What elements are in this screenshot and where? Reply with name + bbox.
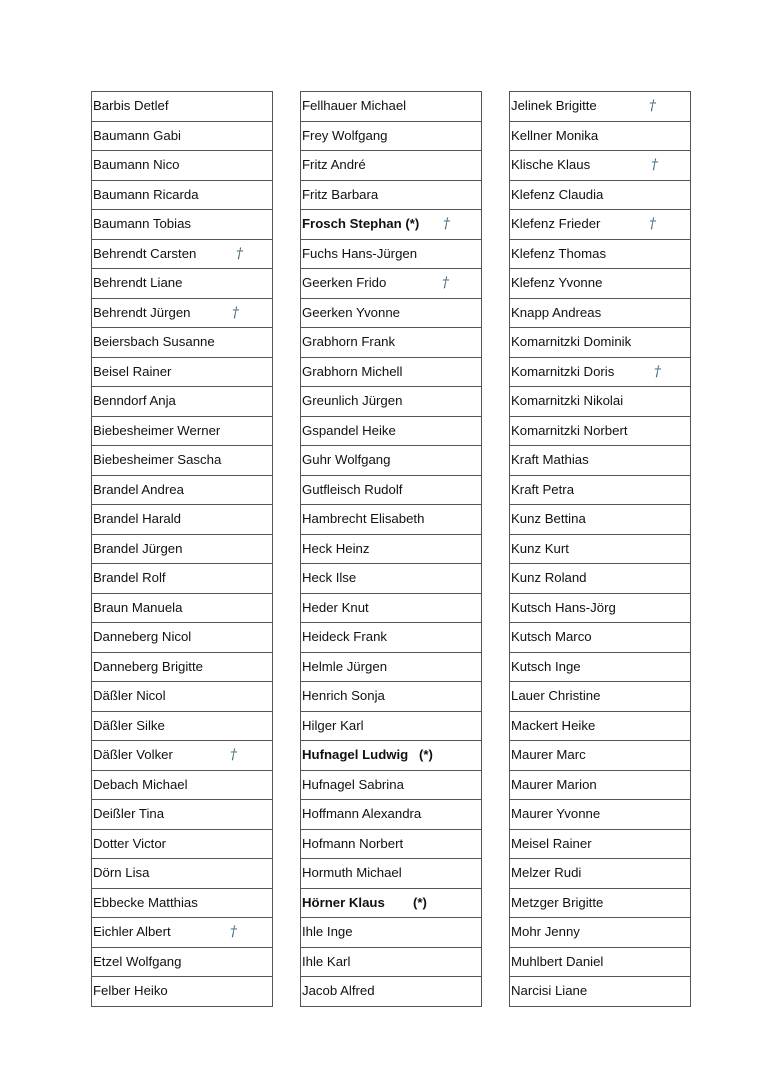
member-name: Klefenz Thomas: [511, 245, 607, 261]
deceased-cross-icon: †: [443, 216, 450, 232]
table-row: [510, 859, 691, 889]
name-cell: [92, 151, 273, 181]
name-cell: [92, 859, 273, 889]
table-row: [510, 92, 691, 122]
member-name: Kunz Bettina: [511, 511, 586, 527]
table-row: [510, 741, 691, 771]
name-cell: [510, 210, 691, 240]
name-cell: [510, 121, 691, 151]
table-row: [301, 859, 482, 889]
name-cell: [510, 829, 691, 859]
name-cell: [301, 593, 482, 623]
table-row: [92, 328, 273, 358]
member-name: Kraft Petra: [511, 481, 575, 497]
name-cell: [510, 652, 691, 682]
member-name: Fuchs Hans-Jürgen: [302, 245, 418, 261]
member-name: Beisel Rainer: [93, 363, 172, 379]
name-cell: [510, 475, 691, 505]
member-name: Kellner Monika: [511, 127, 599, 143]
table-row: [301, 711, 482, 741]
member-name: Barbis Detlef: [93, 98, 169, 114]
name-cell: [92, 652, 273, 682]
member-name: Baumann Ricarda: [93, 186, 199, 202]
table-row: [92, 652, 273, 682]
table-row: [92, 829, 273, 859]
table-row: [92, 239, 273, 269]
table-row: [301, 770, 482, 800]
table-row: [92, 121, 273, 151]
table-row: [92, 475, 273, 505]
member-name: Hambrecht Elisabeth: [302, 511, 425, 527]
table-row: [510, 210, 691, 240]
table-row: [92, 711, 273, 741]
name-cell: [92, 446, 273, 476]
member-name: Ebbecke Matthias: [93, 894, 198, 910]
table-row: [510, 475, 691, 505]
member-name: Baumann Gabi: [93, 127, 181, 143]
member-name: Behrendt Carsten: [93, 245, 197, 261]
member-name: Mackert Heike: [511, 717, 596, 733]
table-row: [301, 682, 482, 712]
deceased-cross-icon: †: [651, 157, 658, 173]
table-row: [510, 623, 691, 653]
table-row: [510, 416, 691, 446]
name-cell: [92, 564, 273, 594]
name-cell: [301, 534, 482, 564]
name-cell: [301, 947, 482, 977]
table-row: [92, 859, 273, 889]
member-name: Frey Wolfgang: [302, 127, 388, 143]
name-cell: [510, 593, 691, 623]
member-name: Metzger Brigitte: [511, 894, 604, 910]
table-row: [92, 269, 273, 299]
member-name: Kunz Kurt: [511, 540, 569, 556]
name-cell: [301, 239, 482, 269]
table-row: [92, 180, 273, 210]
member-name: Kunz Roland: [511, 570, 587, 586]
name-cell: [301, 564, 482, 594]
deceased-cross-icon: †: [649, 216, 656, 232]
member-name: Hilger Karl: [302, 717, 364, 733]
member-name: Maurer Marc: [511, 747, 586, 763]
member-name: Gutfleisch Rudolf: [302, 481, 403, 497]
member-name: Komarnitzki Dominik: [511, 334, 632, 350]
table-row: [301, 564, 482, 594]
name-column-3: [509, 91, 691, 1007]
name-cell: [301, 92, 482, 122]
member-name: Kraft Mathias: [511, 452, 589, 468]
member-name: Behrendt Liane: [93, 275, 183, 291]
name-cell: [92, 918, 273, 948]
member-name: Helmle Jürgen: [302, 658, 388, 674]
table-row: [301, 623, 482, 653]
member-name: Baumann Tobias: [93, 216, 191, 232]
name-cell: [301, 918, 482, 948]
name-cell: [92, 505, 273, 535]
name-cell: [510, 505, 691, 535]
member-name: Brandel Harald: [93, 511, 181, 527]
name-cell: [92, 180, 273, 210]
member-name: Komarnitzki Norbert: [511, 422, 628, 438]
name-cell: [510, 977, 691, 1007]
table-row: [301, 918, 482, 948]
member-name: Behrendt Jürgen: [93, 304, 191, 320]
table-row: [301, 446, 482, 476]
table-row: [92, 593, 273, 623]
name-cell: [510, 269, 691, 299]
member-name: Mohr Jenny: [511, 924, 580, 940]
member-name: Deißler Tina: [93, 806, 165, 822]
member-name: Dörn Lisa: [93, 865, 150, 881]
deceased-cross-icon: †: [230, 747, 237, 763]
name-cell: [301, 977, 482, 1007]
member-name: Klische Klaus: [511, 157, 591, 173]
table-row: [510, 652, 691, 682]
deceased-cross-icon: †: [232, 304, 239, 321]
deceased-cross-icon: †: [649, 98, 656, 114]
name-cell: [92, 829, 273, 859]
member-name: Heder Knut: [302, 599, 369, 615]
member-name: Ihle Karl: [302, 953, 351, 969]
member-name: Knapp Andreas: [511, 304, 602, 320]
name-cell: [92, 711, 273, 741]
name-cell: [301, 770, 482, 800]
name-cell: [301, 151, 482, 181]
member-name: Greunlich Jürgen: [302, 393, 403, 409]
name-cell: [92, 210, 273, 240]
member-name: Ihle Inge: [302, 924, 353, 940]
member-name: Heck Ilse: [302, 570, 357, 586]
name-cell: [92, 682, 273, 712]
member-name: Kutsch Inge: [511, 658, 581, 674]
member-name: Däßler Volker: [93, 747, 173, 763]
table-row: [301, 475, 482, 505]
name-cell: [92, 298, 273, 328]
name-cell: [301, 328, 482, 358]
table-row: [92, 387, 273, 417]
member-name: Hoffmann Alexandra: [302, 806, 422, 822]
table-row: [92, 800, 273, 830]
member-name: Geerken Frido: [302, 275, 387, 291]
name-cell: [92, 947, 273, 977]
deceased-cross-icon: †: [442, 275, 449, 291]
member-name: Jacob Alfred: [302, 983, 375, 999]
name-column-2: [300, 91, 482, 1007]
member-name: Fritz André: [302, 157, 366, 173]
member-name: Hörner Klaus: [302, 894, 385, 910]
table-row: [301, 534, 482, 564]
name-cell: [92, 741, 273, 771]
member-name: Henrich Sonja: [302, 688, 385, 704]
name-cell: [301, 210, 482, 240]
table-row: [301, 151, 482, 181]
table-row: [301, 239, 482, 269]
member-name: Felber Heiko: [93, 983, 168, 999]
name-cell: [510, 446, 691, 476]
name-cell: [301, 416, 482, 446]
member-name: Komarnitzki Doris: [511, 363, 615, 379]
table-row: [510, 918, 691, 948]
name-cell: [510, 357, 691, 387]
name-cell: [301, 859, 482, 889]
table-row: [301, 416, 482, 446]
name-cell: [301, 682, 482, 712]
name-cell: [510, 328, 691, 358]
member-name: Maurer Marion: [511, 776, 597, 792]
table-row: [510, 534, 691, 564]
member-name: Grabhorn Michell: [302, 363, 403, 379]
table-row: [510, 711, 691, 741]
name-cell: [510, 239, 691, 269]
table-row: [92, 298, 273, 328]
name-cell: [510, 623, 691, 653]
table-row: [510, 387, 691, 417]
table-row: [92, 888, 273, 918]
member-name: Baumann Nico: [93, 157, 180, 173]
table-row: [301, 741, 482, 771]
table-row: [510, 947, 691, 977]
name-cell: [92, 387, 273, 417]
table-row: [510, 298, 691, 328]
table-row: [510, 239, 691, 269]
table-row: [510, 180, 691, 210]
member-name: Dotter Victor: [93, 835, 167, 851]
name-cell: [301, 623, 482, 653]
table-row: [92, 918, 273, 948]
member-name: Kutsch Marco: [511, 629, 592, 645]
name-column-1: [91, 91, 273, 1007]
name-cell: [510, 180, 691, 210]
honorary-marker: (*): [419, 747, 433, 762]
member-name: Jelinek Brigitte: [511, 98, 597, 114]
table-row: [510, 505, 691, 535]
member-name: Hormuth Michael: [302, 865, 402, 881]
name-cell: [510, 800, 691, 830]
table-row: [92, 505, 273, 535]
table-row: [510, 800, 691, 830]
member-name: Muhlbert Daniel: [511, 953, 604, 969]
member-name: Heck Heinz: [302, 540, 370, 556]
table-row: [510, 564, 691, 594]
member-name: Grabhorn Frank: [302, 334, 396, 350]
table-row: [92, 416, 273, 446]
name-cell: [92, 888, 273, 918]
table-row: [510, 829, 691, 859]
table-row: [92, 446, 273, 476]
name-cell: [510, 387, 691, 417]
name-cell: [92, 92, 273, 122]
table-row: [301, 328, 482, 358]
member-name: Biebesheimer Werner: [93, 422, 221, 438]
member-name: Beiersbach Susanne: [93, 334, 215, 350]
table-row: [301, 800, 482, 830]
name-cell: [92, 977, 273, 1007]
table-row: [510, 977, 691, 1007]
member-name: Komarnitzki Nikolai: [511, 393, 624, 409]
table-row: [510, 328, 691, 358]
name-cell: [92, 269, 273, 299]
member-name: Gspandel Heike: [302, 422, 396, 438]
member-name: Fritz Barbara: [302, 186, 379, 202]
member-name: Däßler Nicol: [93, 688, 166, 704]
member-name: Guhr Wolfgang: [302, 452, 391, 468]
member-name: Fellhauer Michael: [302, 98, 407, 114]
name-cell: [92, 623, 273, 653]
name-cell: [92, 770, 273, 800]
table-row: [301, 387, 482, 417]
name-cell: [510, 859, 691, 889]
table-row: [301, 829, 482, 859]
name-cell: [510, 888, 691, 918]
table-row: [301, 505, 482, 535]
name-cell: [92, 593, 273, 623]
name-cell: [510, 947, 691, 977]
member-name: Klefenz Claudia: [511, 186, 604, 202]
name-cell: [510, 151, 691, 181]
member-name: Maurer Yvonne: [511, 806, 601, 822]
table-row: [510, 151, 691, 181]
member-name: Danneberg Nicol: [93, 629, 192, 645]
member-name: Meisel Rainer: [511, 835, 592, 851]
deceased-cross-icon: †: [654, 363, 661, 380]
table-row: [301, 652, 482, 682]
name-cell: [510, 918, 691, 948]
table-row: [92, 151, 273, 181]
name-cell: [301, 888, 482, 918]
name-cell: [301, 505, 482, 535]
table-row: [510, 770, 691, 800]
name-cell: [510, 534, 691, 564]
table-row: [510, 888, 691, 918]
name-cell: [510, 298, 691, 328]
table-row: [301, 210, 482, 240]
table-row: [92, 210, 273, 240]
name-cell: [301, 180, 482, 210]
table-row: [92, 92, 273, 122]
table-row: [301, 357, 482, 387]
member-name: Biebesheimer Sascha: [93, 452, 222, 468]
table-row: [301, 180, 482, 210]
name-cell: [92, 475, 273, 505]
table-row: [92, 947, 273, 977]
table-row: [92, 741, 273, 771]
name-cell: [301, 475, 482, 505]
member-name: Klefenz Frieder: [511, 216, 601, 232]
member-name: Melzer Rudi: [511, 865, 582, 881]
member-name: Danneberg Brigitte: [93, 658, 203, 674]
table-row: [92, 623, 273, 653]
table-row: [510, 682, 691, 712]
name-cell: [510, 564, 691, 594]
member-name: Geerken Yvonne: [302, 304, 401, 320]
member-name: Hufnagel Ludwig: [302, 747, 409, 763]
name-cell: [510, 416, 691, 446]
member-name: Brandel Andrea: [93, 481, 184, 497]
table-row: [301, 593, 482, 623]
table-row: [92, 682, 273, 712]
name-cell: [301, 829, 482, 859]
name-cell: [510, 741, 691, 771]
honorary-marker: (*): [413, 894, 427, 910]
table-row: [301, 298, 482, 328]
member-name: Klefenz Yvonne: [511, 275, 603, 291]
member-name: Debach Michael: [93, 776, 188, 792]
name-cell: [301, 741, 482, 771]
name-cell: [510, 711, 691, 741]
table-row: [510, 269, 691, 299]
table-row: [92, 770, 273, 800]
table-row: [510, 593, 691, 623]
name-cell: [92, 121, 273, 151]
member-name: Hufnagel Sabrina: [302, 776, 404, 792]
name-cell: [510, 92, 691, 122]
table-row: [301, 269, 482, 299]
deceased-cross-icon: †: [236, 245, 243, 262]
name-cell: [92, 534, 273, 564]
name-cell: [92, 328, 273, 358]
member-name: Brandel Rolf: [93, 570, 166, 586]
name-cell: [301, 121, 482, 151]
member-name: Brandel Jürgen: [93, 540, 183, 556]
name-cell: [510, 770, 691, 800]
table-row: [301, 92, 482, 122]
name-cell: [92, 239, 273, 269]
table-row: [510, 121, 691, 151]
table-row: [92, 564, 273, 594]
member-name: Heideck Frank: [302, 629, 388, 645]
member-name: Däßler Silke: [93, 717, 165, 733]
table-row: [301, 888, 482, 918]
name-cell: [301, 652, 482, 682]
table-row: [510, 357, 691, 387]
name-cell: [301, 800, 482, 830]
name-cell: [301, 357, 482, 387]
table-row: [301, 121, 482, 151]
member-name: Lauer Christine: [511, 688, 601, 704]
member-name: Etzel Wolfgang: [93, 953, 182, 969]
name-cell: [301, 269, 482, 299]
table-row: [92, 357, 273, 387]
name-cell: [301, 446, 482, 476]
table-row: [510, 446, 691, 476]
name-cell: [92, 357, 273, 387]
name-cell: [301, 387, 482, 417]
table-row: [92, 977, 273, 1007]
member-name: Benndorf Anja: [93, 393, 176, 409]
table-row: [301, 977, 482, 1007]
member-name: Kutsch Hans-Jörg: [511, 599, 616, 615]
name-cell: [301, 711, 482, 741]
member-name: Braun Manuela: [93, 599, 183, 615]
member-name: Frosch Stephan (*): [302, 216, 420, 232]
name-cell: [92, 416, 273, 446]
table-row: [92, 534, 273, 564]
name-cell: [301, 298, 482, 328]
member-name: Narcisi Liane: [511, 983, 588, 999]
member-name: Eichler Albert: [93, 924, 171, 940]
deceased-cross-icon: †: [230, 924, 237, 940]
member-name: Hofmann Norbert: [302, 835, 404, 851]
name-cell: [92, 800, 273, 830]
table-row: [301, 947, 482, 977]
name-cell: [510, 682, 691, 712]
